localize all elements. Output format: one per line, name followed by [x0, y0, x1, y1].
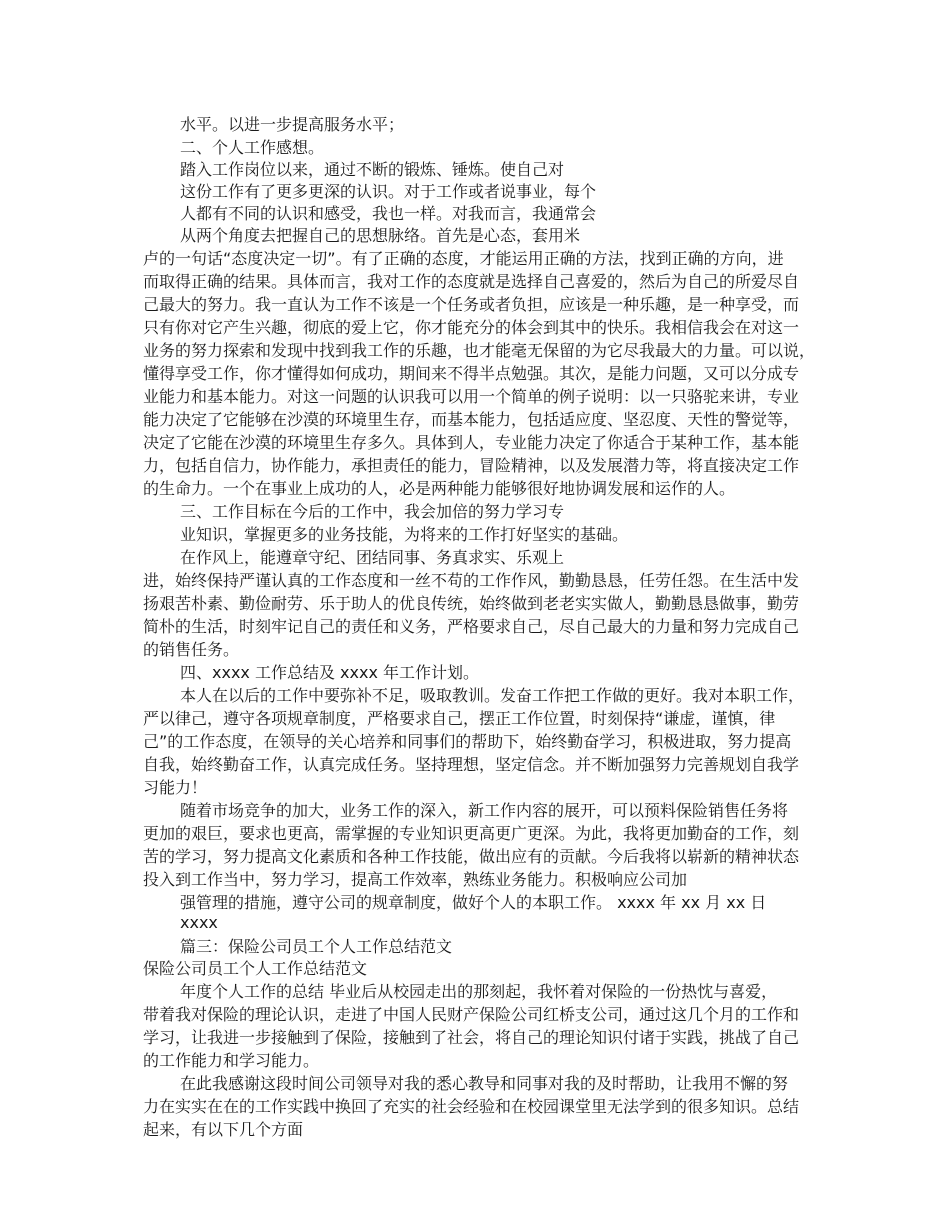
text-line: 进，始终保持严谨认真的工作态度和一丝不苟的工作作风，勤勤恳恳，任劳任怨。在生活中发 [143, 571, 800, 590]
text-line: 自我，始终勤奋工作，认真完成任务。坚持理想，坚定信念。并不断加强努力完善规划自我学 [143, 755, 800, 774]
text-line: 带着我对保险的理论认识，走进了中国人民财产保险公司红桥支公司，通过这几个月的工作和 [143, 1005, 800, 1024]
text-line: 而取得正确的结果。具体而言，我对工作的态度就是选择自己喜爱的，然后为自己的所爱尽自 [143, 272, 800, 291]
text-line: 水平。以进一步提高服务水平； [180, 115, 405, 134]
text-line: 强管理的措施，遵守公司的规章制度，做好个人的本职工作。 xxxx 年 xx 月 xx 日 [180, 893, 767, 912]
text-line: 人都有不同的认识和感受，我也一样。对我而言，我通常会 [180, 204, 597, 223]
text-line: 己”的工作态度，在领导的关心培养和同事们的帮助下，始终勤奋学习，积极进取，努力提高 [143, 732, 792, 751]
text-line: 业能力和基本能力。对这一问题的认识我可以用一个简单的例子说明：以一只骆驼来讲，专业 [143, 387, 800, 406]
text-line: 更加的艰巨，要求也更高，需掌握的专业知识更高更广更深。为此，我将更加勤奋的工作，刻 [143, 824, 800, 843]
text-line: 简朴的生活，时刻牢记自己的责任和义务，严格要求自己，尽自己最大的力量和努力完成自己 [143, 617, 800, 636]
text-line: 的生命力。一个在事业上成功的人，必是两种能力能够很好地协调发展和运作的人。 [143, 479, 736, 498]
text-line: 力，包括自信力，协作能力，承担责任的能力，冒险精神，以及发展潜力等，将直接决定工作 [143, 456, 800, 475]
text-line: 年度个人工作的总结 毕业后从校园走出的那刻起，我怀着对保险的一份热忱与喜爱， [180, 982, 778, 1001]
section-heading: 三、工作目标在今后的工作中，我会加倍的努力学习专 [180, 502, 565, 521]
text-line: 从两个角度去把握自己的思想脉络。首先是心态，套用米 [180, 226, 581, 245]
text-line: 的销售任务。 [143, 640, 240, 659]
text-line: 投入到工作当中，努力学习，提高工作效率，熟练业务能力。积极响应公司加 [143, 870, 688, 889]
section-heading: 篇三：保险公司员工个人工作总结范文 [180, 937, 453, 956]
text-line: 业务的努力探索和发现中找到我工作的乐趣，也才能毫无保留的为它尽我最大的力量。可以说， [143, 341, 816, 360]
text-line: 在作风上，能遵章守纪、团结同事、务真求实、乐观上 [180, 548, 565, 567]
text-line: 决定了它能在沙漠的环境里生存多久。具体到人，专业能力决定了你适合于某种工作，基本能 [143, 433, 800, 452]
section-heading: 四、xxxx 工作总结及 xxxx 年工作计划。 [180, 663, 480, 682]
text-line: 起来，有以下几个方面 [143, 1120, 304, 1139]
text-line: 随着市场竞争的加大，业务工作的深入，新工作内容的展开，可以预料保险销售任务将 [180, 801, 789, 820]
text-line: 学习，让我进一步接触到了保险，接触到了社会，将自己的理论知识付诸于实践，挑战了自己 [143, 1028, 800, 1047]
text-line: 严以律己，遵守各项规章制度，严格要求自己，摆正工作位置，时刻保持“谦虚，谨慎，律 [143, 709, 776, 728]
text-line: 懂得享受工作，你才懂得如何成功，期间来不得半点勉强。其次，是能力问题，又可以分成专 [143, 364, 800, 383]
text-line: 业知识，掌握更多的业务技能，为将来的工作打好坚实的基础。 [180, 525, 629, 544]
text-line: 能力决定了它能够在沙漠的环境里生存，而基本能力，包括适应度、坚忍度、天性的警觉等， [143, 410, 800, 429]
text-line: 扬艰苦朴素、勤俭耐劳、乐于助人的优良传统，始终做到老老实实做人，勤勤恳恳做事，勤劳 [143, 594, 800, 613]
text-line: xxxx [180, 913, 218, 932]
section-heading: 二、个人工作感想。 [180, 138, 325, 157]
text-line: 苦的学习，努力提高文化素质和各种工作技能，做出应有的贡献。今后我将以崭新的精神状态 [143, 847, 800, 866]
text-line: 只有你对它产生兴趣，彻底的爱上它，你才能充分的体会到其中的快乐。我相信我会在对这一 [143, 318, 800, 337]
text-line: 己最大的努力。我一直认为工作不该是一个任务或者负担，应该是一种乐趣，是一种享受，而 [143, 295, 800, 314]
article-title: 保险公司员工个人工作总结范文 [143, 959, 368, 978]
text-line: 这份工作有了更多更深的认识。对于工作或者说事业，每个 [180, 182, 597, 201]
text-line: 力在实实在在的工作实践中换回了充实的社会经验和在校园课堂里无法学到的很多知识。总结 [143, 1097, 800, 1116]
text-line: 卢的一句话“态度决定一切”。有了正确的态度，才能运用正确的方法，找到正确的方向，进 [143, 249, 784, 268]
text-line: 的工作能力和学习能力。 [143, 1051, 320, 1070]
text-line: 在此我感谢这段时间公司领导对我的悉心教导和同事对我的及时帮助，让我用不懈的努 [180, 1074, 789, 1093]
text-line: 本人在以后的工作中要弥补不足，吸取教训。发奋工作把工作做的更好。我对本职工作， [180, 686, 805, 705]
text-line: 踏入工作岗位以来，通过不断的锻炼、锤炼。使自己对 [180, 160, 565, 179]
text-line: 习能力！ [143, 778, 208, 797]
